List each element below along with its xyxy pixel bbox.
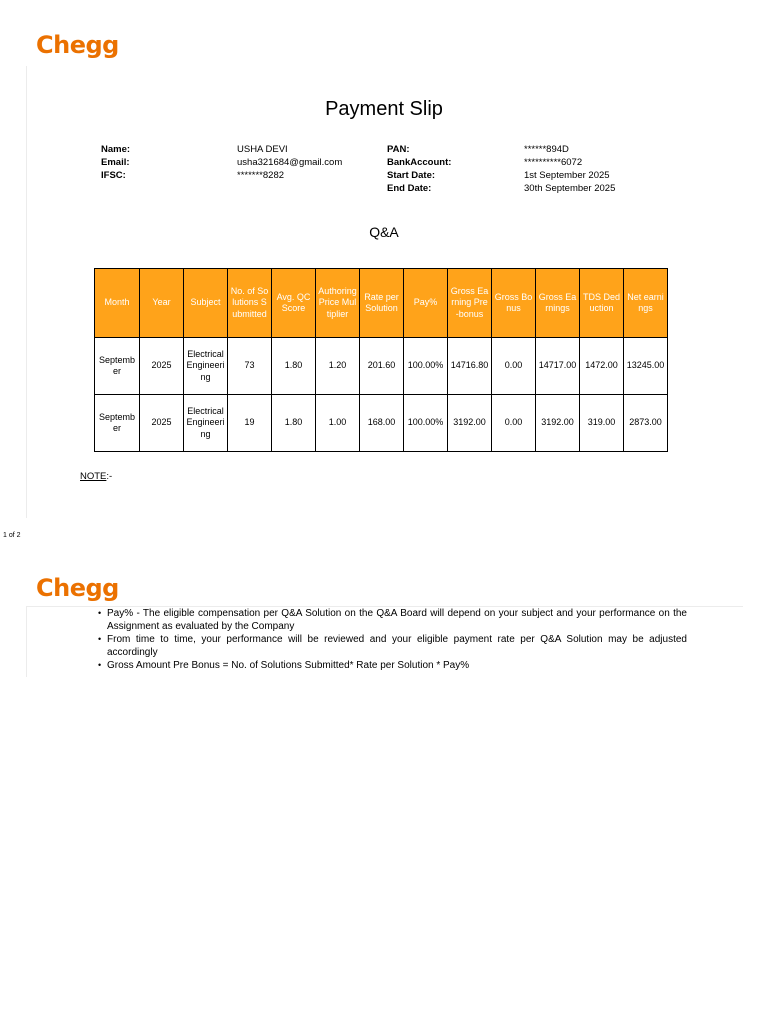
ifsc-label: IFSC: — [101, 170, 126, 181]
table-cell: 2025 — [140, 338, 184, 395]
start-date-value: 1st September 2025 — [524, 170, 610, 181]
table-cell: 100.00% — [404, 338, 448, 395]
bank-account-value: **********6072 — [524, 157, 583, 168]
column-header: Net earnings — [624, 269, 668, 338]
qa-earnings-table — [94, 268, 668, 452]
table-cell: 3192.00 — [448, 395, 492, 452]
start-date-label: Start Date: — [387, 170, 436, 181]
name-value: USHA DEVI — [237, 144, 288, 155]
note-suffix: :- — [106, 471, 113, 482]
table-cell: September — [95, 338, 140, 395]
table-cell: 1.20 — [316, 338, 360, 395]
table-cell: 19 — [228, 395, 272, 452]
table-cell: 73 — [228, 338, 272, 395]
info-values-right — [524, 143, 615, 195]
bank-account-label: BankAccount: — [387, 157, 452, 168]
table-cell: September — [95, 395, 140, 452]
info-values-left — [237, 143, 342, 182]
list-item: • Pay% - The eligible compensation per Q&A Solution on the Q&A Board will depend on your subject and your performance on the Assignment as evaluated by the Company — [97, 607, 687, 633]
column-header: TDS Deduction — [580, 269, 624, 338]
column-header: Gross Earnings — [536, 269, 580, 338]
table-cell: 1472.00 — [580, 338, 624, 395]
list-item: • From time to time, your performance will be reviewed and your eligible payment rate per Q&A Solution may be adjusted accordingly — [97, 633, 687, 659]
info-labels-left — [101, 143, 130, 182]
page-number: 1 of 2 — [3, 532, 21, 539]
pan-value: ******894D — [524, 144, 569, 155]
note-label: NOTE — [80, 471, 107, 482]
table-cell: 201.60 — [360, 338, 404, 395]
table-cell: 0.00 — [492, 395, 536, 452]
column-header: Year — [140, 269, 184, 338]
column-header: Subject — [184, 269, 228, 338]
column-header: Gross Bonus — [492, 269, 536, 338]
list-item: • Gross Amount Pre Bonus = No. of Solutions Submitted* Rate per Solution * Pay% — [97, 659, 687, 672]
column-header: Gross Earning Pre-bonus — [448, 269, 492, 338]
table-cell: Electrical Engineering — [184, 338, 228, 395]
column-header: No. of Solutions Submitted — [228, 269, 272, 338]
column-header: Month — [95, 269, 140, 338]
name-label: Name: — [101, 144, 131, 155]
table-cell: 1.00 — [316, 395, 360, 452]
end-date-value: 30th September 2025 — [524, 183, 616, 194]
table-header-row — [95, 269, 668, 338]
ifsc-value: *******8282 — [237, 170, 285, 181]
info-labels-right — [387, 143, 451, 195]
section-title: Q&A — [369, 224, 399, 240]
note-heading — [80, 471, 112, 482]
end-date-label: End Date: — [387, 183, 432, 194]
email-label: Email: — [101, 157, 130, 168]
table-cell: 3192.00 — [536, 395, 580, 452]
table-cell: 319.00 — [580, 395, 624, 452]
column-header: Avg. QC Score — [272, 269, 316, 338]
table-cell: 13245.00 — [624, 338, 668, 395]
table-cell: 14717.00 — [536, 338, 580, 395]
table-cell: 2025 — [140, 395, 184, 452]
table-row — [95, 395, 668, 452]
chegg-logo: Chegg — [36, 574, 119, 602]
page-title: Payment Slip — [325, 98, 443, 120]
table-row — [95, 338, 668, 395]
table-cell: 0.00 — [492, 338, 536, 395]
pan-label: PAN: — [387, 144, 410, 155]
table-cell: 1.80 — [272, 338, 316, 395]
email-value: usha321684@gmail.com — [237, 157, 343, 168]
table-cell: 2873.00 — [624, 395, 668, 452]
table-cell: 168.00 — [360, 395, 404, 452]
chegg-logo: Chegg — [36, 31, 119, 59]
table-cell: Electrical Engineering — [184, 395, 228, 452]
table-cell: 1.80 — [272, 395, 316, 452]
table-cell: 14716.80 — [448, 338, 492, 395]
column-header: Authoring Price Multiplier — [316, 269, 360, 338]
column-header: Rate per Solution — [360, 269, 404, 338]
table-cell: 100.00% — [404, 395, 448, 452]
notes-list — [97, 607, 687, 672]
column-header: Pay% — [404, 269, 448, 338]
